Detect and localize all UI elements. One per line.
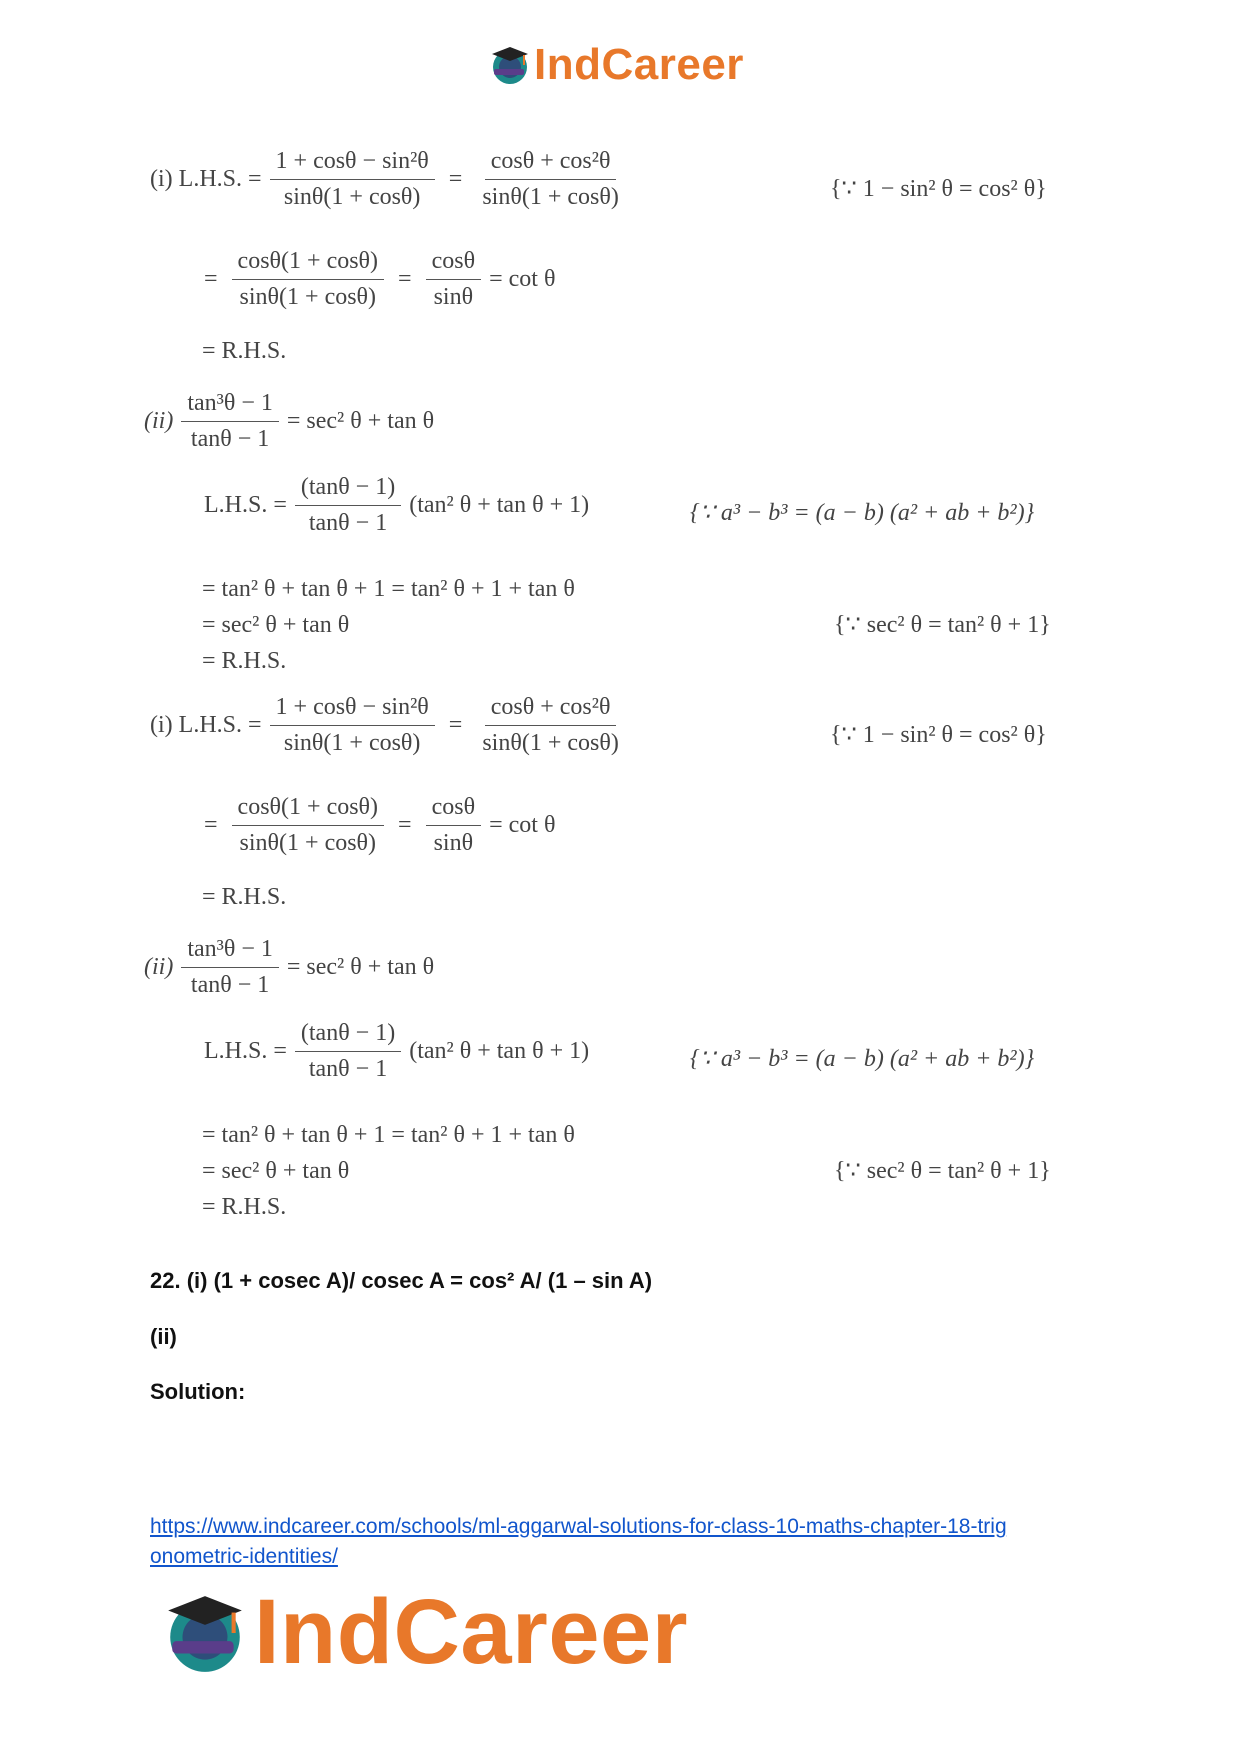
header-logo bbox=[488, 40, 744, 90]
step-line: = tan² θ + tan θ + 1 = tan² θ + 1 + tan θ bbox=[202, 1122, 575, 1148]
rhs-line: = R.H.S. bbox=[202, 1194, 287, 1220]
identity-note: {∵ sec² θ = tan² θ + 1} bbox=[834, 1158, 1051, 1184]
rhs-line: = R.H.S. bbox=[202, 338, 287, 364]
fraction: $\frac{\cos\theta(1 + \cos\theta)}{\sin\theta(1 + \cos\theta)}$ bbox=[232, 248, 385, 311]
question-22: 22. (i) (1 + cosec A)/ cosec A = cos² A/ (1 – sin A) bbox=[150, 1268, 653, 1293]
fraction: $\frac{\text{tan³θ − 1}}{\tan\theta - 1}$ bbox=[181, 390, 279, 453]
fraction: $\frac{\cos\theta(1 + \cos\theta)}{\sin\theta(1 + \cos\theta)}$ bbox=[232, 794, 385, 857]
fraction: $\frac{\text{1 + cosθ − sin²θ}}{\sin\theta(1 + \cos\theta)}$ bbox=[270, 148, 435, 211]
question-22-part-ii: (ii) bbox=[150, 1324, 177, 1349]
identity-note: {∵ 1 − sin² θ = cos² θ} bbox=[830, 176, 1047, 202]
source-link-line-2[interactable]: onometric-identities/ bbox=[150, 1545, 338, 1568]
lhs-label: (i) L.H.S. = bbox=[150, 712, 262, 738]
identity-note: {∵ a³ − b³ = (a − b) (a² + ab + b²)} bbox=[690, 1046, 1035, 1072]
solution-block: (i) L.H.S. = $\frac{\text{1 + cosθ − sin²θ}}{\sin\theta(1 + \cos\theta)}$ = $\frac{\text{cosθ + cos²θ}}{\sin\theta(1 + \cos\theta)}$ {∵ 1 − sin² θ = cos² θ} = $\frac{\cos\theta(1 + \cos\theta)}{\sin\theta(1 + \cos\theta)}$ = $\frac{\cos\theta}{\sin\theta}$ = cot θ = R.H.S. (ii) $\frac{\text{tan³θ − 1}}{\tan\theta - 1}$ = sec² θ + tan θ L.H.S. = $\frac{(\tan\theta - 1)}{\tan\theta - 1}$ (tan² θ + tan θ + 1) {∵ a³ − b³ = (a − b) (a² + ab + b²)} = tan² θ + tan θ + 1 = tan² θ + 1 + tan θ = sec² θ + tan θ {∵ sec² θ = tan² θ + 1} = R.H.S. bbox=[144, 694, 1051, 1220]
expression: (tan² θ + tan θ + 1) bbox=[409, 492, 590, 518]
equation-rhs: = sec² θ + tan θ bbox=[286, 408, 435, 434]
part-label: (ii) bbox=[144, 954, 174, 980]
footer-logo bbox=[160, 1580, 688, 1685]
fraction: $\frac{(\tan\theta - 1)}{\tan\theta - 1}$ bbox=[295, 474, 401, 537]
fraction: $\frac{\cos\theta}{\sin\theta}$ bbox=[426, 794, 482, 857]
globe-graduation-cap-icon bbox=[160, 1588, 250, 1678]
lhs-label: (i) L.H.S. = bbox=[150, 166, 262, 192]
solution-block: (i) L.H.S. = $\frac{\text{1 + cosθ − sin²θ}}{\sin\theta(1 + \cos\theta)}$ = $\frac{\text{cosθ + cos²θ}}{\sin\theta(1 + \cos\theta)}$ {∵ 1 − sin² θ = cos² θ} = $\frac{\cos\theta(1 + \cos\theta)}{\sin\theta(1 + \cos\theta)}$ = $\frac{\cos\theta}{\sin\theta}$ = cot θ = R.H.S. (ii) $\frac{\text{tan³θ − 1}}{\tan\theta - 1}$ = sec² θ + tan θ L.H.S. = $\frac{(\tan\theta - 1)}{\tan\theta - 1}$ (tan² θ + tan θ + 1) {∵ a³ − b³ = (a − b) (a² + ab + b²)} = tan² θ + tan θ + 1 = tan² θ + 1 + tan θ = sec² θ + tan θ {∵ sec² θ = tan² θ + 1} = R.H.S. bbox=[144, 148, 1051, 674]
step-line: = sec² θ + tan θ bbox=[202, 612, 350, 638]
lhs-label: L.H.S. = bbox=[204, 1038, 287, 1064]
globe-graduation-cap-icon bbox=[488, 43, 532, 87]
fraction: $\frac{\cos\theta}{\sin\theta}$ bbox=[426, 248, 482, 311]
fraction: $\frac{\text{tan³θ − 1}}{\tan\theta - 1}$ bbox=[181, 936, 279, 999]
step-line: = tan² θ + tan θ + 1 = tan² θ + 1 + tan θ bbox=[202, 576, 575, 602]
solution-label: Solution: bbox=[150, 1379, 246, 1404]
result-text: = cot θ bbox=[489, 266, 556, 292]
brand-name: IndCareer bbox=[534, 40, 744, 89]
identity-note: {∵ sec² θ = tan² θ + 1} bbox=[834, 612, 1051, 638]
part-label: (ii) bbox=[144, 408, 174, 434]
fraction: $\frac{\text{cosθ + cos²θ}}{\sin\theta(1 + \cos\theta)}$ bbox=[482, 694, 619, 756]
rhs-line: = R.H.S. bbox=[202, 884, 287, 910]
step-line: = sec² θ + tan θ bbox=[202, 1158, 350, 1184]
brand-name: IndCareer bbox=[254, 1581, 688, 1683]
rhs-line: = R.H.S. bbox=[202, 648, 287, 674]
fraction: $\frac{\text{cosθ + cos²θ}}{\sin\theta(1 + \cos\theta)}$ bbox=[482, 148, 619, 210]
identity-note: {∵ 1 − sin² θ = cos² θ} bbox=[830, 722, 1047, 748]
lhs-label: L.H.S. = bbox=[204, 492, 287, 518]
equation-rhs: = sec² θ + tan θ bbox=[286, 954, 435, 980]
fraction: $\frac{\text{1 + cosθ − sin²θ}}{\sin\theta(1 + \cos\theta)}$ bbox=[270, 694, 435, 757]
result-text: = cot θ bbox=[489, 812, 556, 838]
fraction: $\frac{(\tan\theta - 1)}{\tan\theta - 1}$ bbox=[295, 1020, 401, 1083]
identity-note: {∵ a³ − b³ = (a − b) (a² + ab + b²)} bbox=[690, 500, 1035, 526]
expression: (tan² θ + tan θ + 1) bbox=[409, 1038, 590, 1064]
source-link-line-1[interactable]: https://www.indcareer.com/schools/ml-aggarwal-solutions-for-class-10-maths-chapter-18-trig bbox=[150, 1515, 1007, 1538]
source-link[interactable] bbox=[150, 1512, 1100, 1572]
